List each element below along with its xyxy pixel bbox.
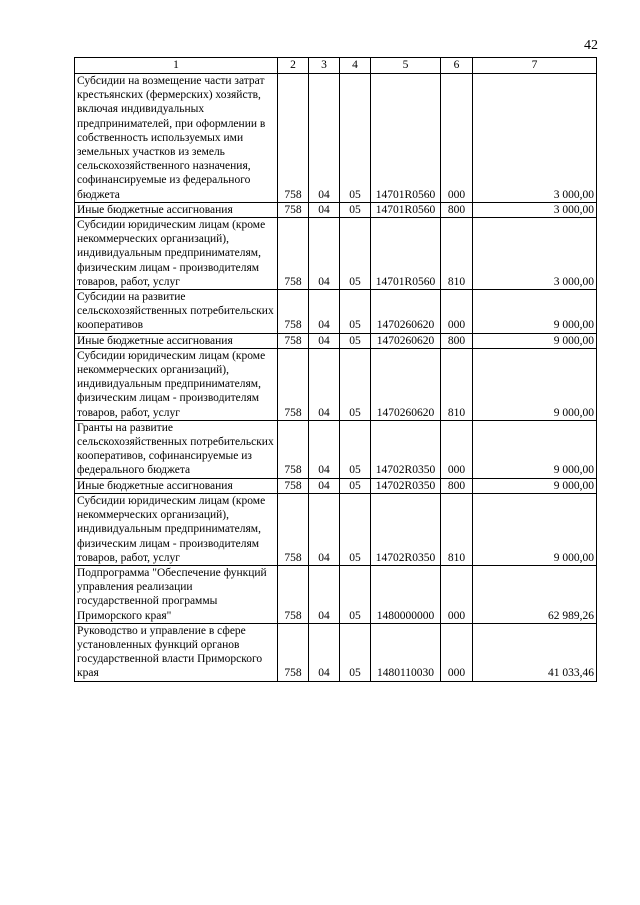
table-row [75,74,597,203]
cell-sum: 9 000,00 [473,478,597,493]
header-col-4: 4 [340,58,371,74]
cell-name: Подпрограмма "Обеспечение функций управления реализации государственной программы Приморского края" [75,565,278,623]
cell-sum: 9 000,00 [473,333,597,348]
table-row [75,333,597,348]
cell-sum: 9 000,00 [473,493,597,565]
cell-name: Иные бюджетные ассигнования [75,333,278,348]
cell-name: Субсидии на возмещение части затрат крестьянских (фермерских) хозяйств, включая индивидуальных предпринимателей, при оформлении в собственность используемых ими земельных участков из земель сельскохозяйственного назначения, софинансируемые из федерального бюджета [75,74,278,203]
cell-rz: 04 [309,565,340,623]
table-row [75,493,597,565]
cell-vr: 800 [441,202,473,217]
table-row [75,478,597,493]
cell-csr: 14702R0350 [371,420,441,478]
header-col-5: 5 [371,58,441,74]
cell-pr: 05 [340,218,371,290]
cell-ved: 758 [278,74,309,203]
cell-rz: 04 [309,218,340,290]
table-header-row [75,58,597,74]
cell-ved: 758 [278,493,309,565]
table-row [75,420,597,478]
cell-csr: 14701R0560 [371,74,441,203]
cell-vr: 000 [441,420,473,478]
cell-sum: 41 033,46 [473,623,597,681]
cell-ved: 758 [278,478,309,493]
cell-csr: 1480110030 [371,623,441,681]
cell-ved: 758 [278,290,309,334]
cell-rz: 04 [309,623,340,681]
table-row [75,202,597,217]
cell-csr: 14701R0560 [371,218,441,290]
cell-pr: 05 [340,565,371,623]
cell-csr: 14701R0560 [371,202,441,217]
budget-table [74,57,597,682]
cell-csr: 14702R0350 [371,478,441,493]
cell-pr: 05 [340,623,371,681]
cell-ved: 758 [278,623,309,681]
cell-rz: 04 [309,420,340,478]
cell-vr: 000 [441,290,473,334]
header-col-7: 7 [473,58,597,74]
cell-name: Иные бюджетные ассигнования [75,478,278,493]
table-row [75,348,597,420]
cell-rz: 04 [309,478,340,493]
cell-pr: 05 [340,333,371,348]
cell-ved: 758 [278,420,309,478]
cell-sum: 9 000,00 [473,290,597,334]
header-col-1: 1 [75,58,278,74]
cell-csr: 1480000000 [371,565,441,623]
cell-vr: 810 [441,348,473,420]
cell-pr: 05 [340,493,371,565]
cell-pr: 05 [340,348,371,420]
cell-vr: 810 [441,493,473,565]
cell-pr: 05 [340,420,371,478]
cell-sum: 9 000,00 [473,420,597,478]
cell-sum: 9 000,00 [473,348,597,420]
cell-csr: 1470260620 [371,333,441,348]
table-row [75,565,597,623]
cell-ved: 758 [278,565,309,623]
header-col-6: 6 [441,58,473,74]
cell-pr: 05 [340,478,371,493]
cell-pr: 05 [340,202,371,217]
cell-name: Иные бюджетные ассигнования [75,202,278,217]
cell-ved: 758 [278,348,309,420]
cell-name: Субсидии юридическим лицам (кроме некоммерческих организаций), индивидуальным предпринимателям, физическим лицам - производителям товаров, работ, услуг [75,493,278,565]
cell-rz: 04 [309,333,340,348]
table-row [75,290,597,334]
page-number: 42 [584,38,598,53]
cell-vr: 800 [441,478,473,493]
cell-vr: 000 [441,623,473,681]
cell-name: Субсидии юридическим лицам (кроме некоммерческих организаций), индивидуальным предпринимателям, физическим лицам - производителям товаров, работ, услуг [75,348,278,420]
table-row [75,218,597,290]
cell-rz: 04 [309,348,340,420]
cell-csr: 1470260620 [371,290,441,334]
table-row [75,623,597,681]
cell-name: Субсидии на развитие сельскохозяйственных потребительских кооперативов [75,290,278,334]
cell-name: Руководство и управление в сфере установленных функций органов государственной власти Приморского края [75,623,278,681]
header-col-3: 3 [309,58,340,74]
cell-sum: 3 000,00 [473,218,597,290]
cell-rz: 04 [309,290,340,334]
cell-csr: 1470260620 [371,348,441,420]
cell-rz: 04 [309,74,340,203]
cell-vr: 800 [441,333,473,348]
cell-sum: 3 000,00 [473,74,597,203]
cell-ved: 758 [278,202,309,217]
cell-ved: 758 [278,333,309,348]
cell-vr: 810 [441,218,473,290]
cell-name: Гранты на развитие сельскохозяйственных потребительских кооперативов, софинансируемые из федерального бюджета [75,420,278,478]
cell-pr: 05 [340,74,371,203]
cell-sum: 3 000,00 [473,202,597,217]
cell-csr: 14702R0350 [371,493,441,565]
cell-pr: 05 [340,290,371,334]
header-col-2: 2 [278,58,309,74]
cell-name: Субсидии юридическим лицам (кроме некоммерческих организаций), индивидуальным предпринимателям, физическим лицам - производителям товаров, работ, услуг [75,218,278,290]
cell-rz: 04 [309,493,340,565]
cell-rz: 04 [309,202,340,217]
cell-sum: 62 989,26 [473,565,597,623]
cell-vr: 000 [441,565,473,623]
cell-ved: 758 [278,218,309,290]
cell-vr: 000 [441,74,473,203]
